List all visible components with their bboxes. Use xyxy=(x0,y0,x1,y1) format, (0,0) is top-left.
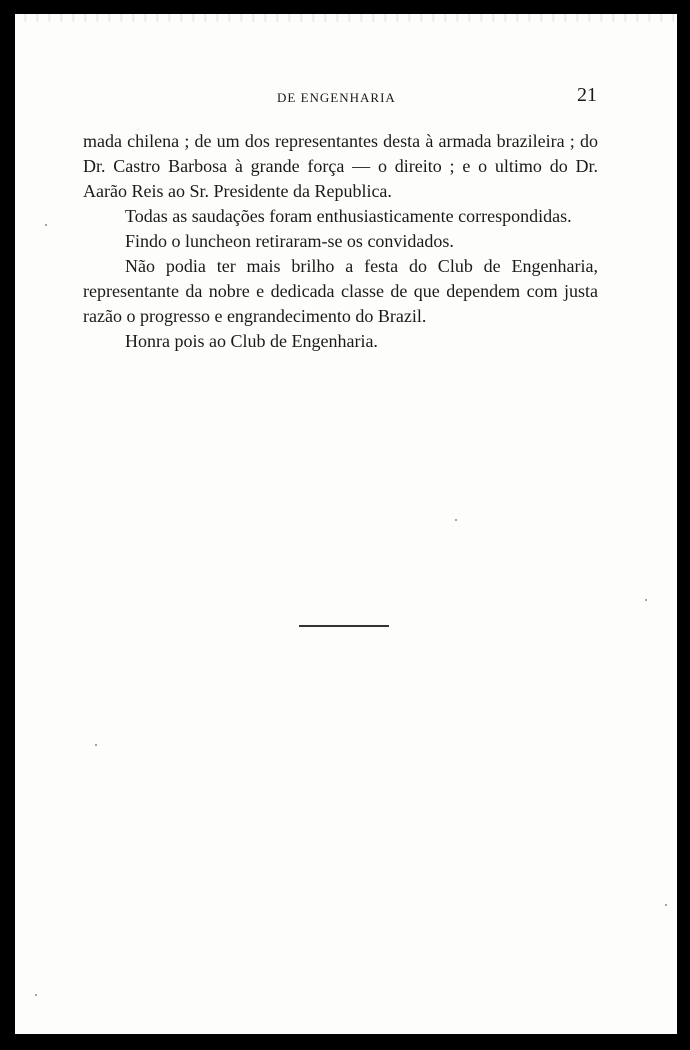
paragraph: Honra pois ao Club de Engenharia. xyxy=(125,331,378,351)
end-ornament-rule xyxy=(299,625,389,627)
paragraph: Findo o luncheon retiraram-se os convidados. xyxy=(125,231,454,251)
scan-speck xyxy=(455,519,457,521)
scan-edge-noise xyxy=(15,14,677,22)
running-title: DE ENGENHARIA xyxy=(277,90,396,105)
paragraph: mada chilena ; de um dos representantes desta à armada brazileira ; do Dr. Castro Barbosa à grande força — o direito ; e o ultimo do Dr. Aarão Reis ao Sr. Presidente da Republica. xyxy=(83,131,598,201)
running-header xyxy=(15,86,677,110)
paragraph: Todas as saudações foram enthusiasticamente correspondidas. xyxy=(125,206,572,226)
body-text xyxy=(83,129,598,354)
scan-speck xyxy=(645,599,647,601)
scan-speck xyxy=(95,744,97,746)
book-page xyxy=(15,14,677,1034)
scan-speck xyxy=(35,994,37,996)
page-number: 21 xyxy=(577,84,597,106)
scan-speck xyxy=(665,904,667,906)
scan-speck xyxy=(45,224,47,226)
paragraph: Não podia ter mais brilho a festa do Club de Engenharia, representante da nobre e dedicada classe de que dependem com justa razão o progresso e engrandecimento do Brazil. xyxy=(83,256,598,326)
